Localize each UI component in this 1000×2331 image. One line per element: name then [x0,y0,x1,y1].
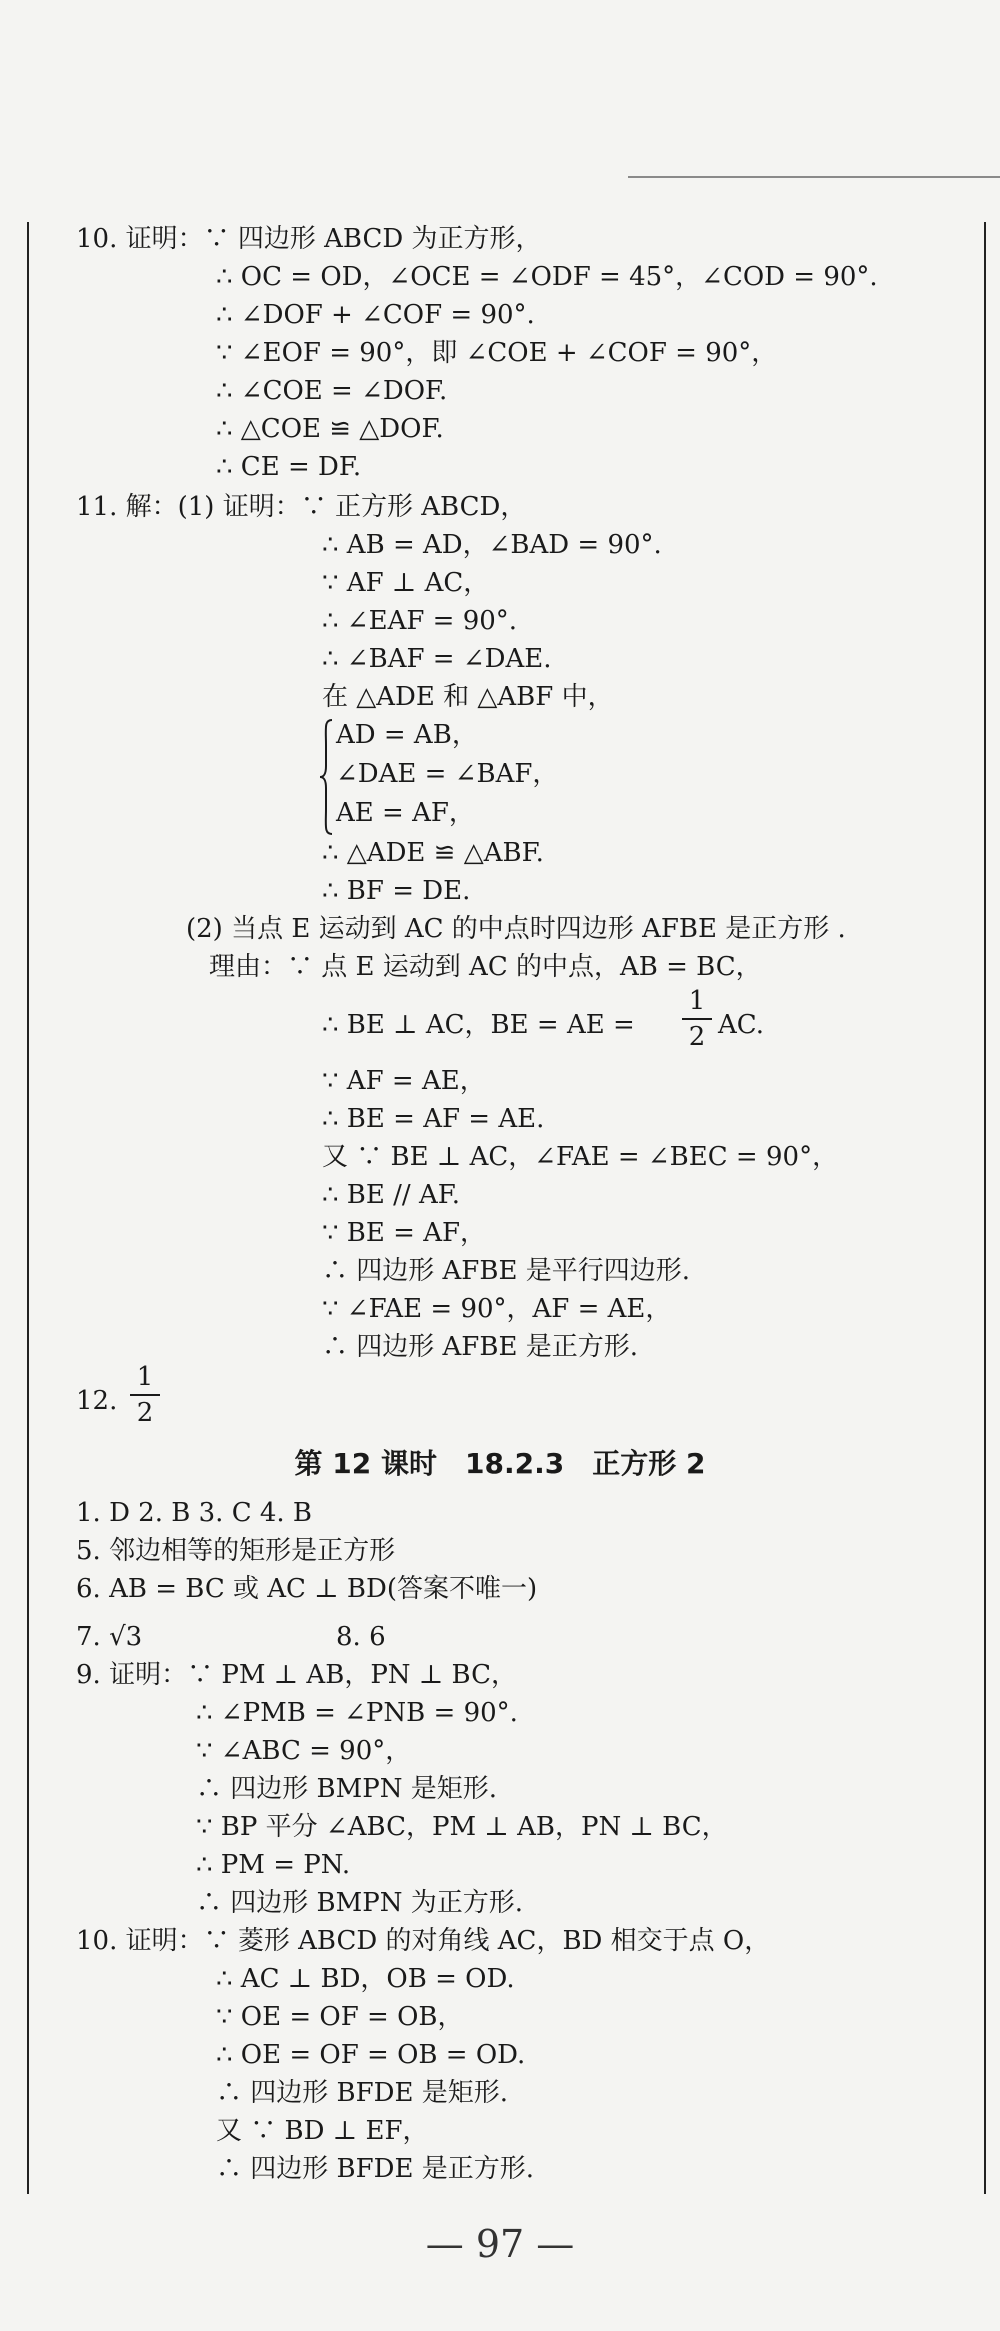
text-line: 8. 6 [336,1622,386,1652]
text-line: ∴ BF = DE. [322,876,471,906]
text-line: ∴ OC = OD，∠OCE = ∠ODF = 45°，∠COD = 90°. [216,262,878,292]
text-line: 6. AB = BC 或 AC ⊥ BD(答案不唯一) [76,1574,538,1604]
text-line: 在 △ADE 和 △ABF 中， [322,682,614,712]
text-line: 10. 证明：∵ 菱形 ABCD 的对角线 AC，BD 相交于点 O， [76,1926,771,1956]
page-number: — 97 — [425,2222,575,2266]
text-line: ∵ ∠ABC = 90°， [196,1736,412,1766]
fraction-one-half [130,1362,160,1428]
text-line: ∴ PM = PN. [196,1850,351,1880]
text-line: ∴ 四边形 BFDE 是矩形. [216,2078,509,2108]
text-line: AC. [718,1010,765,1040]
text-line: ∴ △ADE ≌ △ABF. [322,838,544,868]
text-line: AE = AF， [336,798,475,828]
text-line: 1. D 2. B 3. C 4. B [76,1498,313,1528]
fraction-bar [682,1018,712,1020]
text-line: ∵ ∠FAE = 90°，AF = AE， [322,1294,672,1324]
text-line: 9. 证明：∵ PM ⊥ AB，PN ⊥ BC， [76,1660,518,1690]
fraction-denominator: 2 [136,1398,154,1428]
fraction-bar [130,1394,160,1396]
text-line: ∵ BE = AF， [322,1218,487,1248]
text-line: AD = AB， [336,720,478,750]
text-line: ∴ OE = OF = OB = OD. [216,2040,526,2070]
text-line: ∴ ∠EAF = 90°. [322,606,518,636]
text-line: ∴ AB = AD，∠BAD = 90°. [322,530,662,560]
text-line: ∵ ∠EOF = 90°，即 ∠COE + ∠COF = 90°， [216,338,778,368]
fraction-denominator: 2 [688,1022,706,1052]
text-line: ∴ △COE ≌ △DOF. [216,414,444,444]
text-line: ∴ ∠COE = ∠DOF. [216,376,448,406]
text-line: ∴ 四边形 BMPN 为正方形. [196,1888,524,1918]
text-line: ∴ BE // AF. [322,1180,460,1210]
text-line: 7. √3 [76,1622,143,1652]
text-line: ∵ OE = OF = OB， [216,2002,464,2032]
text-line: ∴ 四边形 AFBE 是平行四边形. [322,1256,690,1286]
text-line: ∴ ∠PMB = ∠PNB = 90°. [196,1698,518,1728]
text-line: ∴ 四边形 BFDE 是正方形. [216,2154,535,2184]
text-line: ∴ 四边形 AFBE 是正方形. [322,1332,638,1362]
section-heading: 第 12 课时 18.2.3 正方形 2 [294,1447,706,1480]
left-margin-rule [27,222,29,2194]
fraction-numerator: 1 [136,1362,154,1392]
text-line: ∴ BE = AF = AE. [322,1104,545,1134]
fraction-one-half [682,986,712,1052]
text-line: 又 ∵ BE ⊥ AC，∠FAE = ∠BEC = 90°， [322,1142,839,1172]
text-line: 又 ∵ BD ⊥ EF， [216,2116,429,2146]
fraction-numerator: 1 [688,986,706,1016]
text-line: 5. 邻边相等的矩形是正方形 [76,1536,396,1566]
text-line: ∴ ∠BAF = ∠DAE. [322,644,552,674]
brace-icon [318,718,334,836]
text-line: ∴ ∠DOF + ∠COF = 90°. [216,300,535,330]
text-line: ∴ AC ⊥ BD，OB = OD. [216,1964,515,1994]
right-margin-rule [984,222,986,2194]
text-line: ∠DAE = ∠BAF， [336,759,559,789]
text-line: (2) 当点 E 运动到 AC 的中点时四边形 AFBE 是正方形 . [186,914,846,944]
text-line: ∴ CE = DF. [216,452,362,482]
top-rule [628,176,1000,178]
text-line: ∴ BE ⊥ AC，BE = AE = [322,1010,635,1040]
text-line: ∴ 四边形 BMPN 是矩形. [196,1774,498,1804]
text-line: ∵ AF ⊥ AC， [322,568,490,598]
text-line: 12. [76,1386,118,1416]
text-line: 理由：∵ 点 E 运动到 AC 的中点，AB = BC， [209,952,762,982]
text-line: ∵ AF = AE， [322,1066,486,1096]
text-line: 11. 解：(1) 证明：∵ 正方形 ABCD， [76,492,527,522]
text-line: ∵ BP 平分 ∠ABC，PM ⊥ AB，PN ⊥ BC， [196,1812,728,1842]
text-line: 10. 证明：∵ 四边形 ABCD 为正方形， [76,224,542,254]
